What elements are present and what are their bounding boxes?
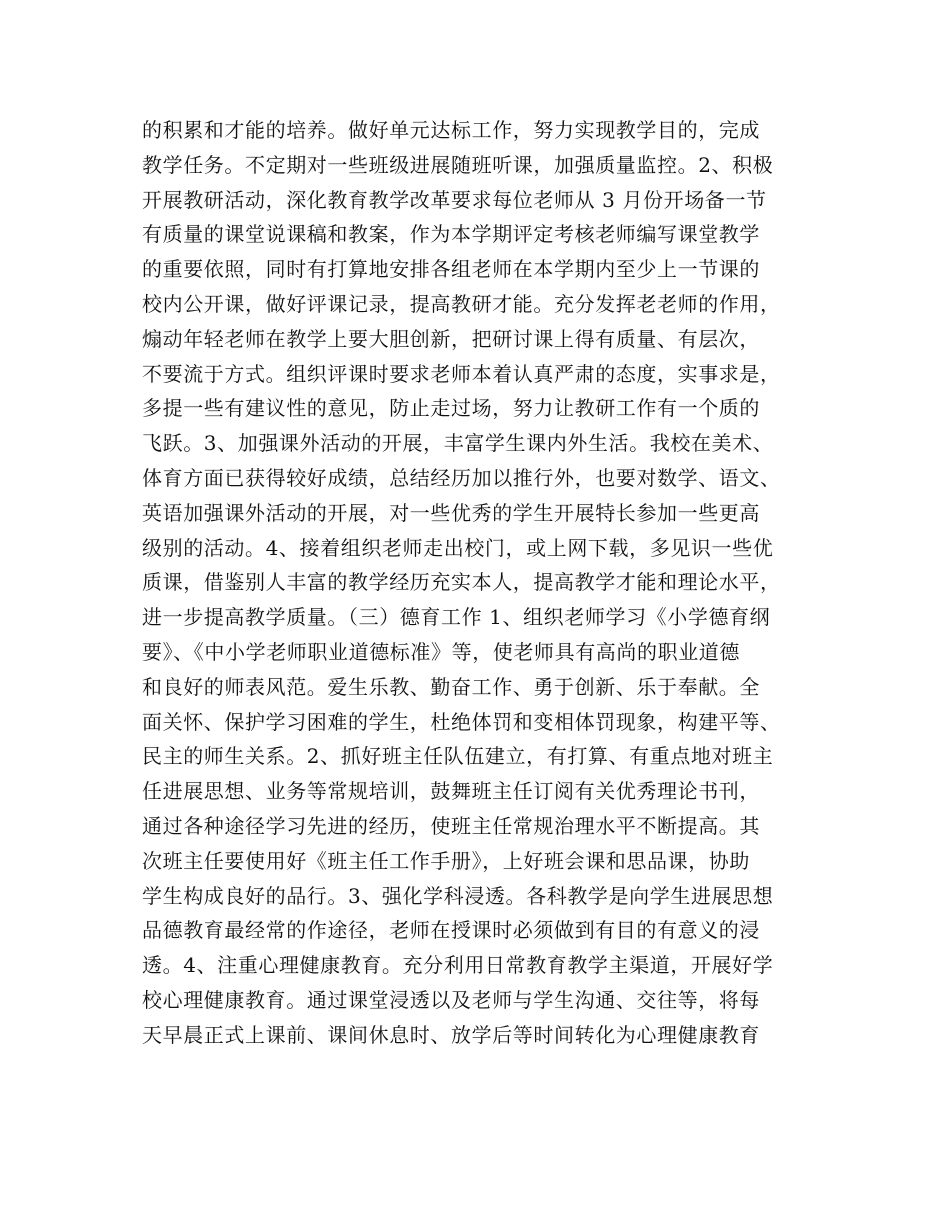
text-line: 校心理健康教育。通过课堂浸透以及老师与学生沟通、交往等，将每 bbox=[142, 987, 760, 1012]
text-line: 通过各种途径学习先进的经历，使班主任常规治理水平不断提高。其 bbox=[142, 813, 760, 838]
text-line: 天早晨正式上课前、课间休息时、放学后等时间转化为心理健康教育 bbox=[142, 1022, 760, 1047]
text-line: 煽动年轻老师在教学上要大胆创新，把研讨课上得有质量、有层次， bbox=[142, 326, 760, 351]
text-line: 校内公开课，做好评课记录，提高教研才能。充分发挥老老师的作用， bbox=[142, 291, 781, 316]
text-line: 透。4、注重心理健康教育。充分利用日常教育教学主渠道，开展好学 bbox=[142, 953, 774, 978]
text-line: 质课，借鉴别人丰富的教学经历充实本人，提高教学才能和理论水平， bbox=[142, 570, 781, 595]
text-line: 体育方面已获得较好成绩，总结经历加以推行外，也要对数学、语文、 bbox=[142, 465, 781, 490]
text-line: 飞跃。3、加强课外活动的开展，丰富学生课内外生活。我校在美术、 bbox=[142, 431, 774, 456]
text-line: 有质量的课堂说课稿和教案，作为本学期评定考核老师编写课堂教学 bbox=[142, 222, 760, 247]
text-line: 进一步提高教学质量。（三）德育工作 1、组织老师学习《小学德育纲 bbox=[142, 605, 771, 630]
body-text bbox=[142, 113, 832, 1053]
text-line: 任进展思想、业务等常规培训，鼓舞班主任订阅有关优秀理论书刊， bbox=[142, 779, 760, 804]
text-line: 多提一些有建议性的意见，防止走过场，努力让教研工作有一个质的 bbox=[142, 396, 760, 421]
text-line: 次班主任要使用好《班主任工作手册》，上好班会课和思品课，协助 bbox=[142, 848, 750, 873]
text-line: 要》、《中小学老师职业道德标准》等，使老师具有高尚的职业道德 bbox=[142, 639, 740, 664]
text-line: 英语加强课外活动的开展，对一些优秀的学生开展特长参加一些更高 bbox=[142, 500, 760, 525]
text-line: 不要流于方式。组织评课时要求老师本着认真严肃的态度，实事求是， bbox=[142, 361, 781, 386]
text-line: 开展教研活动，深化教育教学改革要求每位老师从 3 月份开场备一节 bbox=[142, 187, 767, 212]
text-line: 学生构成良好的品行。3、强化学科浸透。各科教学是向学生进展思想 bbox=[142, 883, 774, 908]
text-line: 的积累和才能的培养。做好单元达标工作，努力实现教学目的，完成 bbox=[142, 118, 760, 142]
text-line: 级别的活动。4、接着组织老师走出校门，或上网下载，多见识一些优 bbox=[142, 535, 774, 560]
text-line: 和良好的师表风范。爱生乐教、勤奋工作、勇于创新、乐于奉献。全 bbox=[142, 674, 760, 699]
text-line: 教学任务。不定期对一些班级进展随班听课，加强质量监控。2、积极 bbox=[142, 152, 774, 177]
text-line: 面关怀、保护学习困难的学生，杜绝体罚和变相体罚现象，构建平等、 bbox=[142, 709, 781, 734]
text-line: 民主的师生关系。2、抓好班主任队伍建立，有打算、有重点地对班主 bbox=[142, 744, 774, 769]
text-line: 品德教育最经常的作途径，老师在授课时必须做到有目的有意义的浸 bbox=[142, 918, 760, 943]
text-line: 的重要依照，同时有打算地安排各组老师在本学期内至少上一节课的 bbox=[142, 257, 760, 282]
